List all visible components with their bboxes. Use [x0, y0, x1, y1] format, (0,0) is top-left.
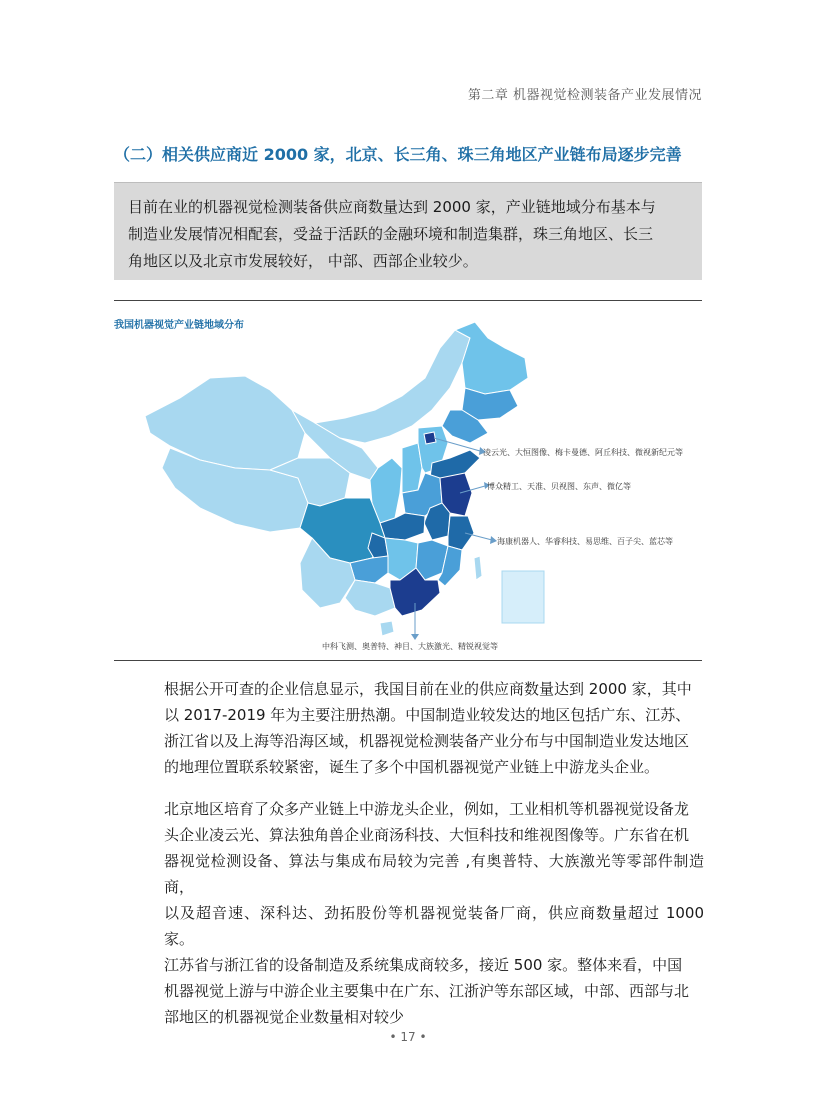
- region-hainan: [380, 621, 394, 636]
- annotation-guangdong: 中科飞测、奥普特、神目、大族激光、精锐视觉等: [322, 642, 498, 651]
- region-guangxi: [345, 580, 395, 616]
- paragraph-line: 头企业凌云光、算法独角兽企业商汤科技、大恒科技和维视图像等。广东省在机: [164, 826, 690, 844]
- paragraph-line: 部地区的机器视觉企业数量相对较少: [164, 1008, 405, 1026]
- annotation-jiangsu: 博众精工、天准、贝视图、东声、微亿等: [487, 482, 631, 491]
- paragraph-line: 以及超音速、深科达、劲拓股份等机器视觉装备厂商，供应商数量超过 1000 家。: [164, 904, 704, 948]
- paragraph-line: 以 2017-2019 年为主要注册热潮。中国制造业较发达的地区包括广东、江苏、: [164, 706, 691, 724]
- region-zhejiang: [448, 516, 474, 550]
- region-taiwan: [474, 556, 482, 580]
- figure-top-rule: [114, 300, 702, 301]
- section-title: （二）相关供应商近 2000 家，北京、长三角、珠三角地区产业链布局逐步完善: [114, 145, 682, 164]
- annotation-zhejiang: 海康机器人、华睿科技、易思维、百子尖、蓝芯等: [497, 537, 673, 546]
- paragraph-line: 浙江省以及上海等沿海区域，机器视觉检测装备产业分布与中国制造业发达地区: [164, 732, 690, 750]
- paragraph-line: 的地理位置联系较紧密，诞生了多个中国机器视觉产业链上中游龙头企业。: [164, 758, 660, 776]
- body-paragraph-1: [164, 676, 704, 780]
- region-heilongjiang: [455, 322, 528, 394]
- paragraph-line: 机器视觉上游与中游企业主要集中在广东、江浙沪等东部区域，中部、西部与北: [164, 982, 690, 1000]
- running-header: 第二章 机器视觉检测装备产业发展情况: [467, 88, 702, 103]
- summary-line: 制造业发展情况相配套，受益于活跃的金融环境和制造集群，珠三角地区、长三: [128, 225, 654, 243]
- figure-title: 我国机器视觉产业链地域分布: [114, 320, 244, 331]
- arrowhead-guangdong: [411, 634, 419, 640]
- summary-line: 目前在业的机器视觉检测装备供应商数量达到 2000 家，产业链地域分布基本与: [128, 198, 656, 216]
- summary-line: 角地区以及北京市发展较好， 中部、西部企业较少。: [128, 252, 478, 270]
- body-paragraph-2: [164, 796, 704, 1030]
- figure-bottom-rule: [114, 660, 702, 661]
- paragraph-line: 北京地区培育了众多产业链上中游龙头企业，例如，工业相机等机器视觉设备龙: [164, 800, 690, 818]
- paragraph-line: 江苏省与浙江省的设备制造及系统集成商较多，接近 500 家。整体来看，中国: [164, 956, 683, 974]
- summary-box: [114, 182, 702, 280]
- page-number: • 17 •: [389, 1030, 427, 1044]
- arrowhead-zhejiang: [490, 536, 497, 544]
- south-china-sea-inset: [502, 571, 544, 623]
- paragraph-line: 器视觉检测设备、算法与集成布局较为完善 ,有奥普特、大族激光等零部件制造商，: [164, 852, 704, 896]
- paragraph-line: 根据公开可查的企业信息显示，我国目前在业的供应商数量达到 2000 家，其中: [164, 680, 692, 698]
- annotation-beijing: 凌云光、大恒图像、梅卡曼德、阿丘科技、微视新纪元等: [483, 448, 683, 457]
